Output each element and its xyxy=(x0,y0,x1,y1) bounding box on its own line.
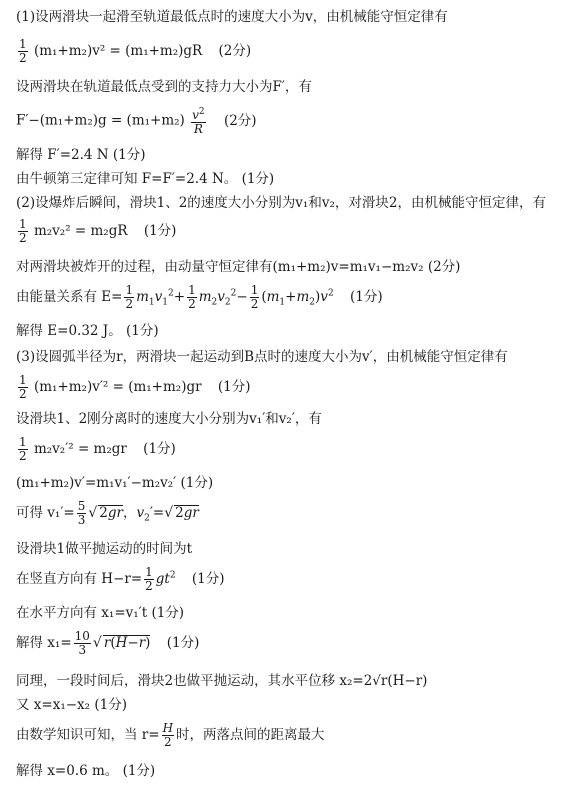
solution-line-16: (m₁+m₂)v′=m₁v₁′−m₂v₂′ (1分) xyxy=(16,475,214,491)
fraction-one-half: $\frac{1}{2}$ xyxy=(250,283,259,311)
solution-line-20: 在水平方向有 x₁=v₁′t (1分) xyxy=(16,605,185,621)
equation-text: 解得 x₁= xyxy=(16,635,72,651)
equation-energy-conservation-2 xyxy=(16,218,176,245)
equation-text: 时，两落点间的距离最大 xyxy=(176,727,325,743)
score-label: (1分) xyxy=(217,379,251,395)
equation-text: 在竖直方向有 H−r= xyxy=(16,571,143,587)
equation-text: (m₁+m₂)v′² = (m₁+m₂)gr xyxy=(33,379,202,395)
equation-text: m₂v₂′² = m₂gr xyxy=(33,441,127,457)
fraction-five-thirds: $\frac{5}{3}$ xyxy=(77,499,86,527)
equation-text: 由数学知识可知，当 r= xyxy=(16,727,160,743)
score-label: (1分) xyxy=(166,635,200,651)
equation-text: 由能量关系有 E= xyxy=(16,289,123,305)
fraction-one-half: $\frac{1}{2}$ xyxy=(19,217,27,245)
fraction-ten-thirds: $\frac{10}{3}$ xyxy=(74,629,90,657)
fraction-one-half: $\frac{1}{2}$ xyxy=(19,373,27,401)
score-label: (2分) xyxy=(218,43,252,59)
solution-line-1: (1)设两滑块一起滑至轨道最低点时的速度大小为v，由机械能守恒定律有 xyxy=(16,9,448,25)
equation-text: (m₁+m₂)v² = (m₁+m₂)gR xyxy=(33,43,203,59)
equation-text: m₂v₂² = m₂gR xyxy=(33,223,128,239)
score-label: (1分) xyxy=(143,441,176,457)
score-label: (1分) xyxy=(143,223,177,239)
solution-line-5: 解得 F′=2.4 N (1分) xyxy=(16,147,146,163)
score-label: (2分) xyxy=(223,112,257,129)
fraction-one-half: $\frac{1}{2}$ xyxy=(19,37,27,65)
solution-line-23: 又 x=x₁−x₂ (1分) xyxy=(16,697,127,713)
solution-line-18: 设滑块1做平抛运动的时间为t xyxy=(16,541,193,557)
fraction-one-half: $\frac{1}{2}$ xyxy=(19,435,27,463)
equation-energy-conservation-3 xyxy=(16,374,251,401)
solution-line-22: 同理，一段时间后，滑块2也做平抛运动，其水平位移 x₂=2√r(H−r) xyxy=(16,673,428,689)
equation-text: 可得 v₁′= xyxy=(16,505,75,521)
solution-line-3: 设两滑块在轨道最低点受到的支持力大小为F′，有 xyxy=(16,79,312,95)
solution-line-9: 对两滑块被炸开的过程，由动量守恒定律有(m₁+m₂)v=m₁v₁−m₂v₂ (2分) xyxy=(16,259,461,275)
equation-energy-conservation-1 xyxy=(16,38,251,65)
solution-line-25: 解得 x=0.6 m。 (1分) xyxy=(16,763,156,779)
solution-line-7: (2)设爆炸后瞬间，滑块1、2的速度大小分别为v₁和v₂，对滑块2，由机械能守恒定律，有 xyxy=(16,195,546,211)
solution-line-12: (3)设圆弧半径为r，两滑块一起运动到B点时的速度大小为v′，由机械能守恒定律有 xyxy=(16,349,508,365)
equation-energy-relation: 由能量关系有 E= $\frac{1}{2}$ $m_1v_1^2+$ $\frac{1}{2}$ $m_2v_2^2-$ $\frac{1}{2}$ $(m_1+m_2)v^2$ (1分) xyxy=(16,283,383,311)
fraction-H-over-2: $\frac{H}{2}$ xyxy=(162,721,174,749)
solution-line-14: 设滑块1、2刚分离时的速度大小分别为v₁′和v₂′，有 xyxy=(16,411,322,427)
solution-line-6: 由牛顿第三定律可知 F=F′=2.4 N。 (1分) xyxy=(16,171,275,187)
fraction-one-half: $\frac{1}{2}$ xyxy=(188,283,196,311)
fraction-one-half: $\frac{1}{2}$ xyxy=(145,565,153,593)
equation-velocities: 可得 v₁′= $\frac{5}{3}$ √ 2gr，$v_2'=√$ 2gr xyxy=(16,499,199,527)
score-label: (1分) xyxy=(349,289,383,305)
equation-max-distance-condition xyxy=(16,722,325,749)
equation-vertical-motion: 在竖直方向有 H−r= $\frac{1}{2}$ $gt^2$ (1分) xyxy=(16,565,225,593)
score-label: (1分) xyxy=(191,571,225,587)
fraction-v2-over-R: $\frac{v^2}{R}$ xyxy=(192,107,205,136)
fraction-one-half: $\frac{1}{2}$ xyxy=(125,283,134,311)
equation-energy-conservation-4 xyxy=(16,436,176,463)
equation-text: F′−(m₁+m₂)g = (m₁+m₂) xyxy=(16,112,185,129)
equation-support-force xyxy=(16,106,257,136)
solution-line-11: 解得 E=0.32 J。 (1分) xyxy=(16,323,159,339)
equation-x1-result: 解得 x₁= $\frac{10}{3}$ √ r(H−r) (1分) xyxy=(16,629,200,657)
